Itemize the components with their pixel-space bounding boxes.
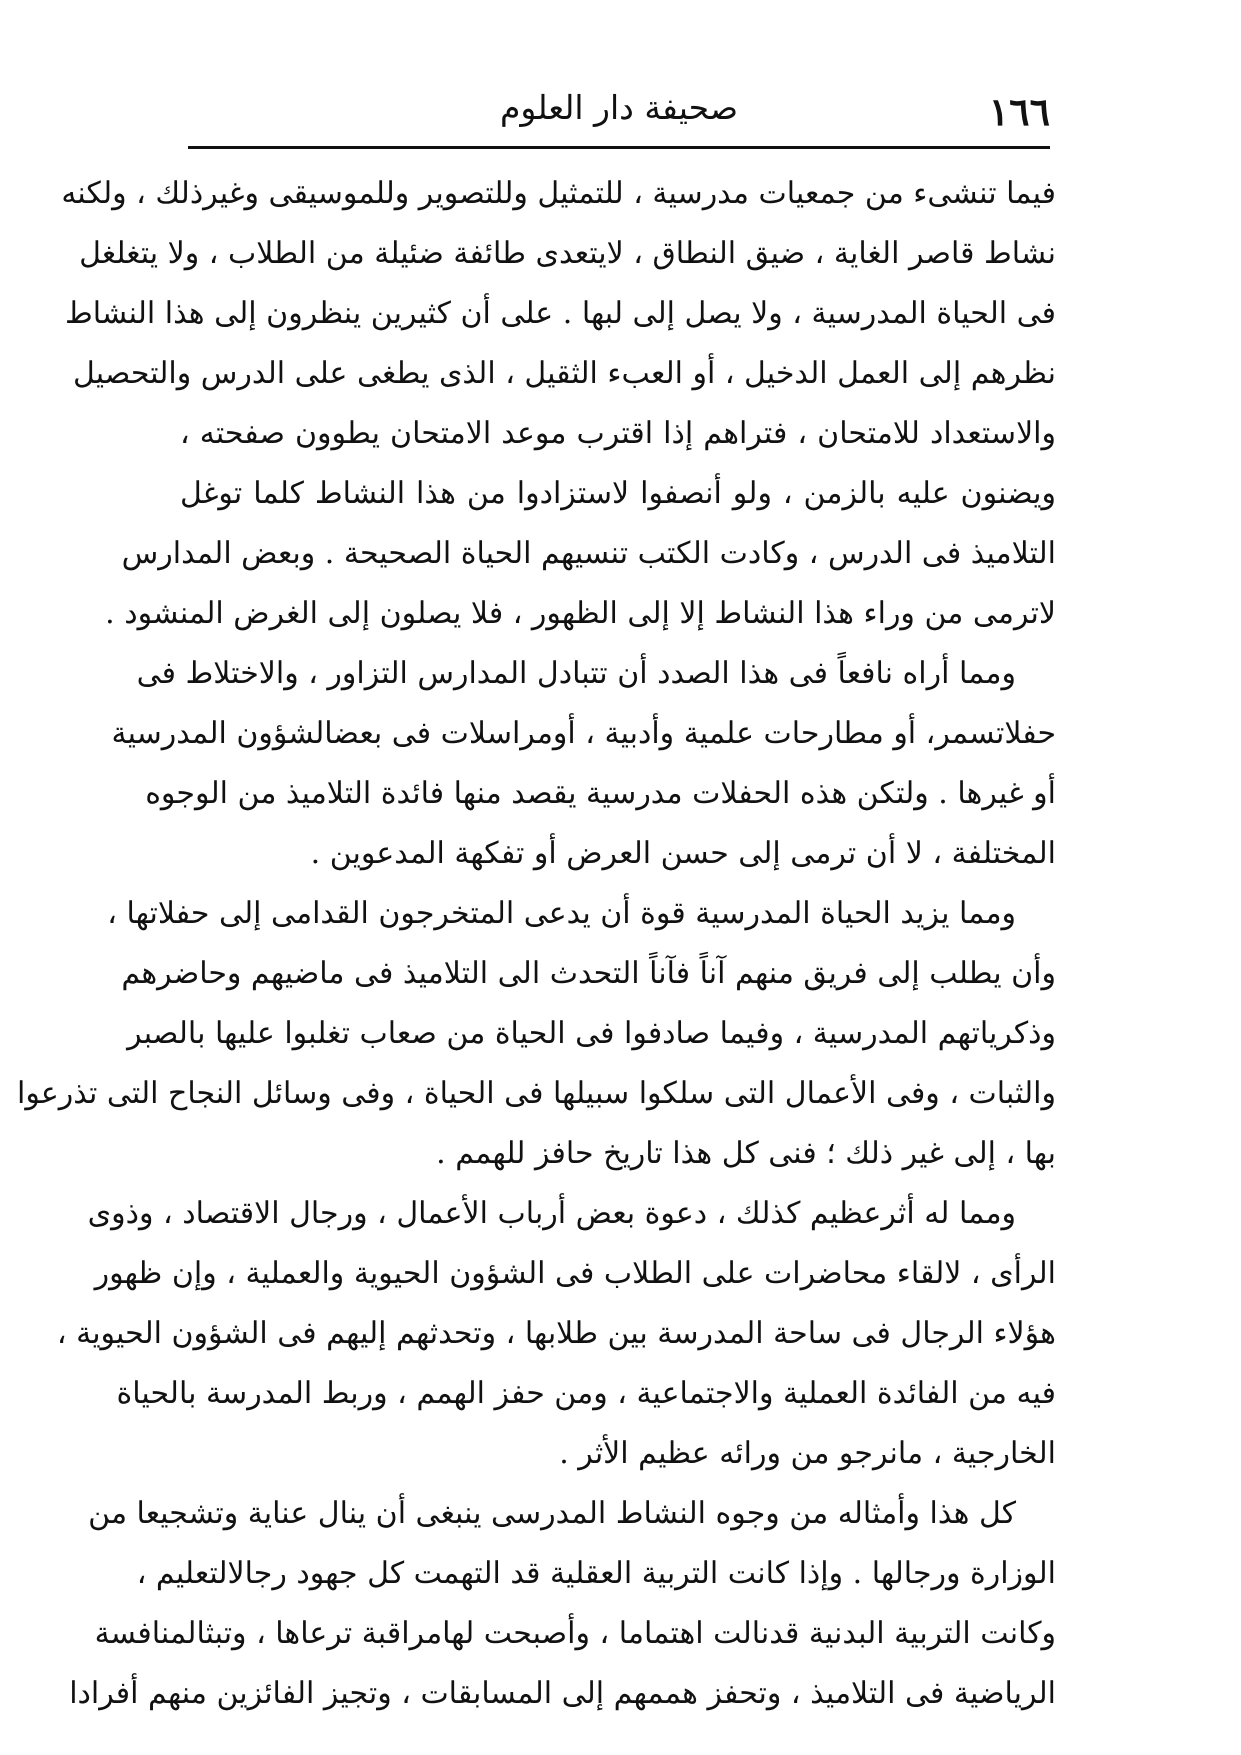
text-line: المختلفة ، لا أن ترمى إلى حسن العرض أو تفكهة المدعوين . xyxy=(310,836,1056,871)
journal-title: صحيفة دار العلوم xyxy=(500,88,738,127)
text-line: ويضنون عليه بالزمن ، ولو أنصفوا لاستزادوا من هذا النشاط كلما توغل xyxy=(180,476,1056,511)
text-line: الخارجية ، مانرجو من ورائه عظيم الأثر . xyxy=(559,1436,1056,1471)
text-line: وكانت التربية البدنية قدنالت اهتماما ، وأصبحت لهامراقبة ترعاها ، وتبثالمنافسة xyxy=(94,1616,1056,1651)
text-line: كل هذا وأمثاله من وجوه النشاط المدرسى ينبغى أن ينال عناية وتشجيعا من xyxy=(88,1496,1016,1531)
text-line: فيما تنشىء من جمعيات مدرسية ، للتمثيل وللتصوير وللموسيقى وغيرذلك ، ولكنه xyxy=(61,176,1056,211)
text-line: حفلاتسمر، أو مطارحات علمية وأدبية ، أومراسلات فى بعضالشؤون المدرسية xyxy=(111,716,1056,751)
text-line: التلاميذ فى الدرس ، وكادت الكتب تنسيهم الحياة الصحيحة . وبعض المدارس xyxy=(121,536,1056,571)
body-text xyxy=(17,164,1056,1724)
text-line: فى الحياة المدرسية ، ولا يصل إلى لبها . على أن كثيرين ينظرون إلى هذا النشاط xyxy=(65,296,1056,331)
text-line: لاترمى من وراء هذا النشاط إلا إلى الظهور ، فلا يصلون إلى الغرض المنشود . xyxy=(105,596,1056,631)
text-line: أو غيرها . ولتكن هذه الحفلات مدرسية يقصد منها فائدة التلاميذ من الوجوه xyxy=(145,776,1056,811)
text-line: بها ، إلى غير ذلك ؛ فنى كل هذا تاريخ حافز للهمم . xyxy=(436,1136,1056,1171)
text-line: وأن يطلب إلى فريق منهم آناً فآناً التحدث الى التلاميذ فى ماضيهم وحاضرهم xyxy=(121,956,1056,991)
text-line: والاستعداد للامتحان ، فتراهم إذا اقترب موعد الامتحان يطوون صفحته ، xyxy=(180,416,1056,451)
text-line: ومما له أثرعظيم كذلك ، دعوة بعض أرباب الأعمال ، ورجال الاقتصاد ، وذوى xyxy=(87,1196,1016,1231)
text-line: ومما يزيد الحياة المدرسية قوة أن يدعى المتخرجون القدامى إلى حفلاتها ، xyxy=(107,896,1016,931)
text-line: الرأى ، لالقاء محاضرات على الطلاب فى الشؤون الحيوية والعملية ، وإن ظهور xyxy=(94,1256,1056,1291)
text-line: الوزارة ورجالها . وإذا كانت التربية العقلية قد التهمت كل جهود رجالالتعليم ، xyxy=(136,1556,1056,1591)
text-line: نظرهم إلى العمل الدخيل ، أو العبء الثقيل ، الذى يطغى على الدرس والتحصيل xyxy=(73,356,1056,391)
text-line: فيه من الفائدة العملية والاجتماعية ، ومن حفز الهمم ، وربط المدرسة بالحياة xyxy=(116,1376,1056,1411)
text-line: نشاط قاصر الغاية ، ضيق النطاق ، لايتعدى طائفة ضئيلة من الطلاب ، ولا يتغلغل xyxy=(79,236,1056,271)
text-line: ومما أراه نافعاً فى هذا الصدد أن تتبادل المدارس التزاور ، والاختلاط فى xyxy=(136,656,1016,691)
text-line: والثبات ، وفى الأعمال التى سلكوا سبيلها فى الحياة ، وفى وسائل النجاح التى تذرعوا xyxy=(17,1076,1056,1111)
text-line: هؤلاء الرجال فى ساحة المدرسة بين طلابها ، وتحدثهم إليهم فى الشؤون الحيوية ، xyxy=(56,1316,1056,1351)
running-header xyxy=(188,86,1050,136)
text-line: الرياضية فى التلاميذ ، وتحفز هممهم إلى المسابقات ، وتجيز الفائزين منهم أفرادا xyxy=(69,1676,1056,1711)
page-number: ١٦٦ xyxy=(988,89,1050,134)
text-line: وذكرياتهم المدرسية ، وفيما صادفوا فى الحياة من صعاب تغلبوا عليها بالصبر xyxy=(127,1016,1056,1051)
header-rule xyxy=(188,146,1050,149)
